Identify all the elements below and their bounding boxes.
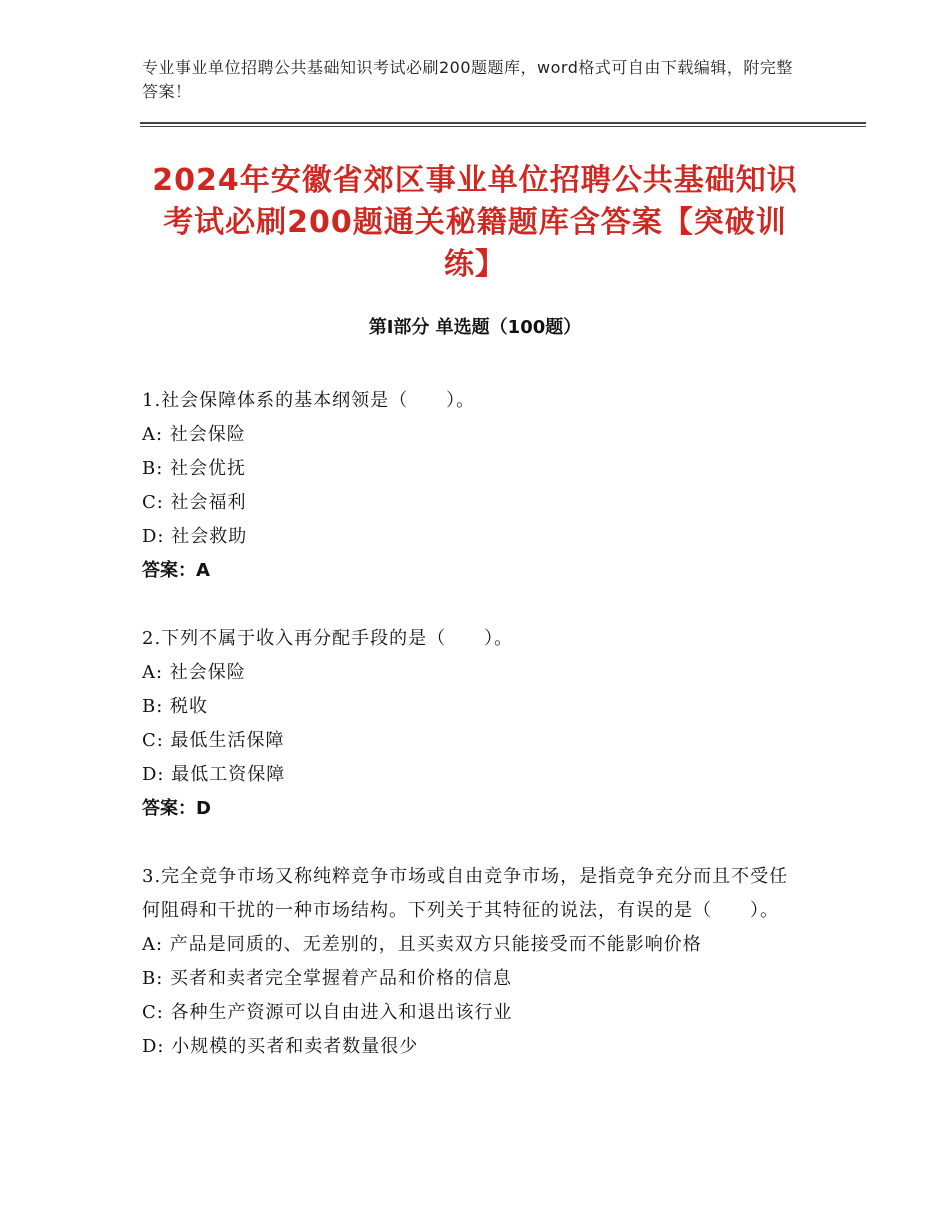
question-3 bbox=[142, 860, 802, 1064]
section-heading: 第Ⅰ部分 单选题（100题） bbox=[368, 317, 582, 338]
option-a: A: 产品是同质的、无差别的，且买卖双方只能接受而不能影响价格 bbox=[142, 934, 702, 955]
option-b: B: 社会优抚 bbox=[142, 458, 247, 479]
header-rule-thick bbox=[140, 122, 866, 124]
question-text: 2.下列不属于收入再分配手段的是（ ）。 bbox=[142, 628, 514, 649]
option-b: B: 买者和卖者完全掌握着产品和价格的信息 bbox=[142, 968, 513, 989]
option-d: D: 小规模的买者和卖者数量很少 bbox=[142, 1036, 419, 1057]
option-d: D: 最低工资保障 bbox=[142, 764, 286, 785]
option-b: B: 税收 bbox=[142, 696, 209, 717]
header-note: 专业事业单位招聘公共基础知识考试必刷200题题库，word格式可自由下载编辑，附完整答案！ bbox=[142, 58, 793, 101]
option-c: C: 最低生活保障 bbox=[142, 730, 285, 751]
question-text: 3.完全竞争市场又称纯粹竞争市场或自由竞争市场，是指竞争充分而且不受任何阻碍和干扰的一种市场结构。下列关于其特征的说法，有误的是（ ）。 bbox=[142, 866, 789, 921]
option-d: D: 社会救助 bbox=[142, 526, 248, 547]
option-c: C: 各种生产资源可以自由进入和退出该行业 bbox=[142, 1002, 513, 1023]
option-a: A: 社会保险 bbox=[142, 424, 246, 445]
question-1 bbox=[142, 384, 802, 588]
answer-line: 答案：D bbox=[142, 798, 211, 819]
answer-line: 答案：A bbox=[142, 560, 210, 581]
question-text: 1.社会保障体系的基本纲领是（ ）。 bbox=[142, 390, 476, 411]
document-title: 2024年安徽省郊区事业单位招聘公共基础知识考试必刷200题通关秘籍题库含答案【突破训练】 bbox=[152, 163, 798, 282]
question-list bbox=[142, 384, 802, 1098]
header-rule-thin bbox=[140, 126, 866, 127]
option-c: C: 社会福利 bbox=[142, 492, 247, 513]
option-a: A: 社会保险 bbox=[142, 662, 246, 683]
question-2 bbox=[142, 622, 802, 826]
